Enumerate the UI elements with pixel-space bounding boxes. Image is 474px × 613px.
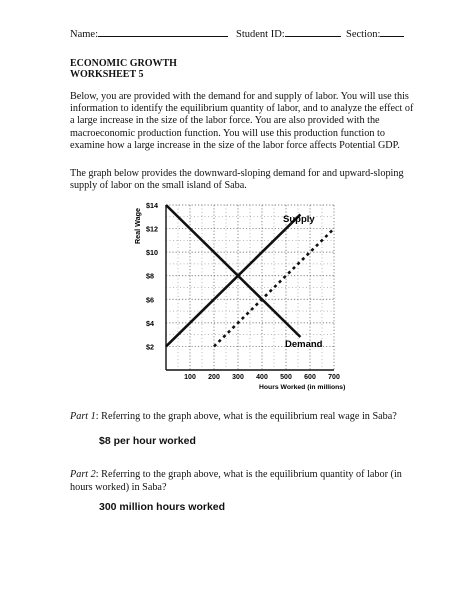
part1-text: : Referring to the graph above, what is the equilibrium real wage in Saba?: [95, 411, 397, 422]
x-tick-label: 600: [304, 374, 316, 381]
y-tick-label: $12: [146, 224, 158, 234]
y-tick-label: $2: [146, 342, 154, 352]
intro-line: examine how a large increase in the size of the labor force affects Potential GDP.: [70, 139, 400, 151]
part2-question: [70, 469, 415, 494]
student-id-label: Student ID:: [236, 29, 285, 40]
part1-question: [70, 411, 415, 424]
part1-answer: $8 per hour worked: [99, 435, 196, 447]
worksheet-subtitle: WORKSHEET 5: [70, 69, 144, 80]
part2-label: Part 2: [70, 469, 96, 480]
intro-line: a large increase in the size of the labor force. You are also provided with the: [70, 115, 380, 127]
x-tick-label: 700: [328, 374, 340, 381]
x-axis-label: Hours Worked (in millions): [259, 384, 346, 391]
section-label: Section:: [346, 29, 381, 40]
x-tick-label: 300: [232, 374, 244, 381]
chart-labels: [133, 201, 345, 391]
y-tick-label: $14: [146, 201, 158, 210]
y-tick-label: $6: [146, 295, 154, 305]
intro-line: information to identify the equilibrium quantity of labor, and to analyze the effect of: [70, 103, 414, 115]
name-label: Name:: [70, 29, 98, 40]
graph-intro-line: supply of labor on the small island of Saba.: [70, 180, 247, 192]
intro-line: Below, you are provided with the demand for and supply of labor. You will use this: [70, 91, 409, 102]
y-axis-label: Real Wage: [133, 207, 142, 245]
worksheet-title: ECONOMIC GROWTH: [70, 58, 177, 69]
demand-curve: [166, 205, 300, 337]
x-tick-label: 400: [256, 374, 268, 381]
graph-intro-line: The graph below provides the downward-sloping demand for and upward-sloping: [70, 168, 404, 179]
part2-text-line1: : Referring to the graph above, what is the equilibrium quantity of labor (in: [95, 469, 402, 480]
x-tick-label: 200: [208, 374, 220, 381]
y-tick-label: $4: [146, 318, 154, 328]
y-tick-label: $10: [146, 248, 158, 258]
shifted-supply-curve: [214, 229, 334, 347]
x-tick-label: 500: [280, 374, 292, 381]
x-tick-label: 100: [184, 374, 196, 381]
part2-text-line2: hours worked) in Saba?: [70, 481, 167, 493]
supply-label: Supply: [283, 214, 315, 225]
part1-label: Part 1: [70, 411, 96, 422]
y-tick-label: $8: [146, 271, 154, 281]
intro-line: macroeconomic production function. You will use this production function to: [70, 127, 385, 139]
part2-answer: 300 million hours worked: [99, 501, 226, 513]
demand-label: Demand: [285, 339, 323, 350]
